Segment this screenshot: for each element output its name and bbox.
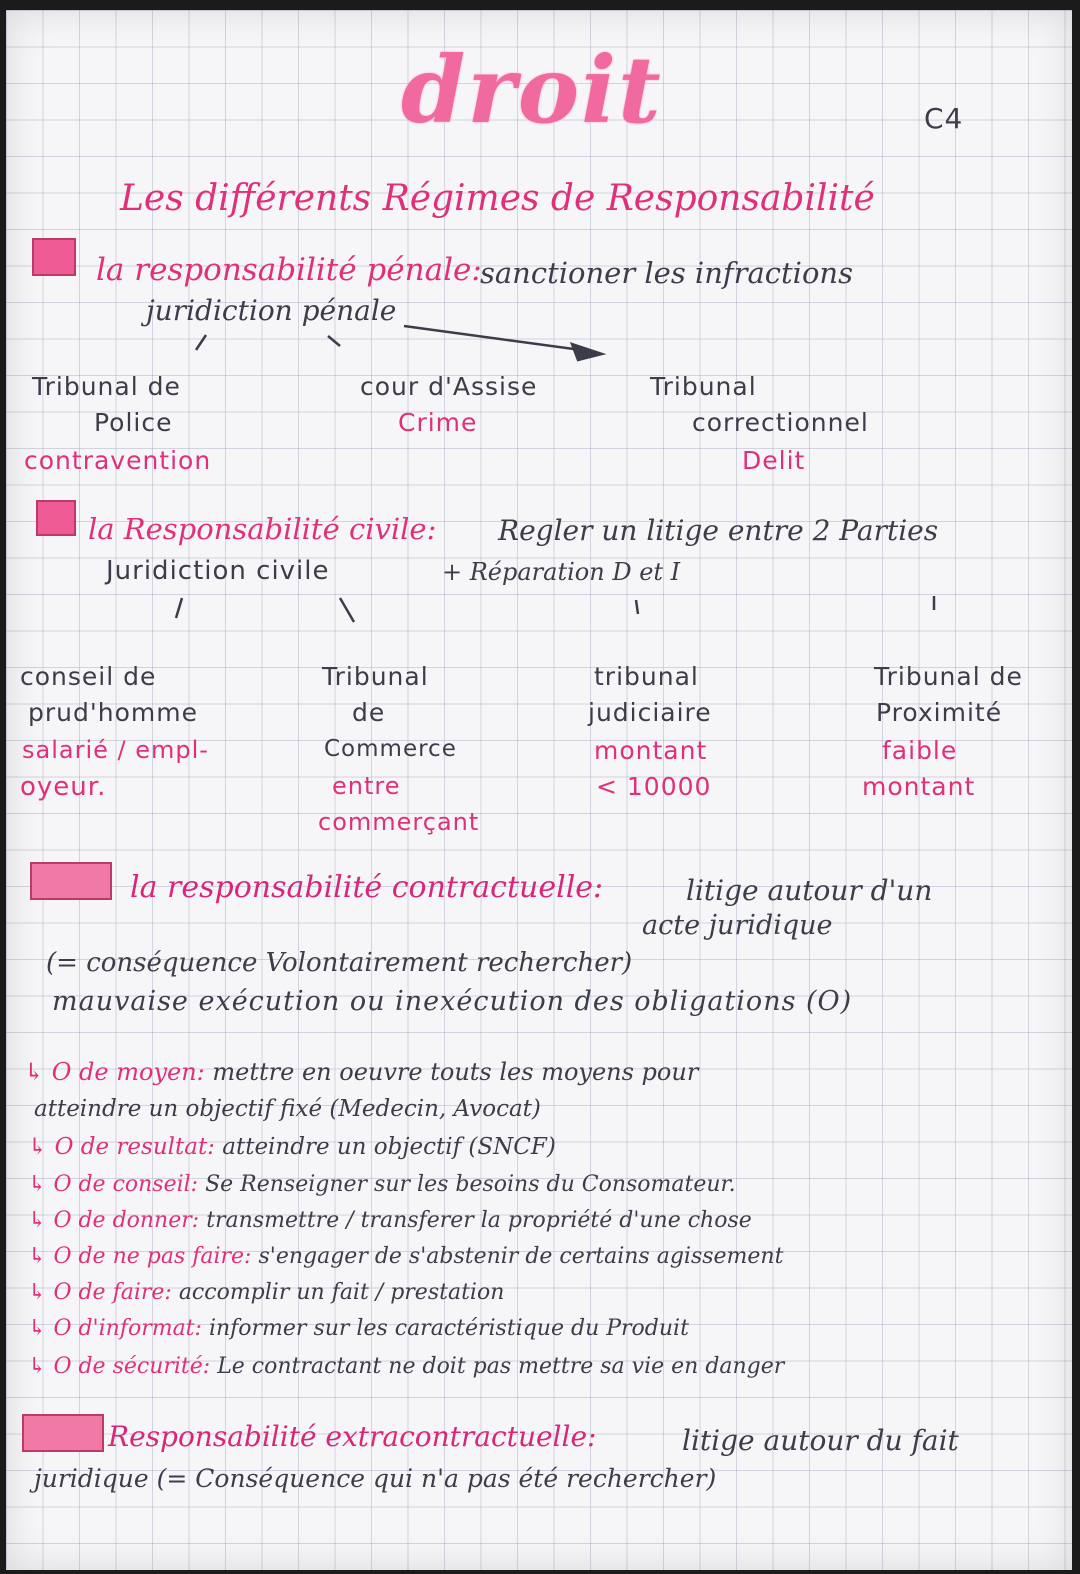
arrow-bullet-icon: ↳: [28, 1244, 47, 1269]
obligation-text: mettre en oeuvre touts les moyens pour: [212, 1058, 699, 1086]
desc-extracontractuelle-l2: juridique (= Conséquence qui n'a pas été rechercher): [34, 1464, 717, 1493]
arrow-prudhomme: [176, 598, 182, 618]
heading-contractuelle: la responsabilité contractuelle:: [130, 870, 604, 905]
juridiction-civile: Juridiction civile: [106, 556, 330, 586]
court-correctionnel-note: Delit: [742, 446, 806, 475]
arrow-bullet-icon: ↳: [28, 1280, 47, 1305]
obligation-text: s'engager de s'abstenir de certains agissement: [258, 1244, 784, 1269]
court-judiciaire-note1: montant: [594, 736, 708, 765]
chapter-label: C4: [924, 102, 964, 135]
page-title: droit: [401, 36, 663, 144]
section-marker-civile: [36, 500, 76, 536]
obligation-item: [28, 1244, 783, 1269]
obligation-item: [28, 1208, 752, 1233]
court-prudhomme-line1: conseil de: [20, 662, 157, 691]
arrow-bullet-icon: ↳: [28, 1172, 47, 1197]
court-prudhomme-note2: oyeur.: [20, 772, 107, 802]
obligation-label: O de resultat:: [54, 1134, 215, 1160]
obligation-item: [28, 1172, 736, 1197]
obligation-text: accomplir un fait / prestation: [178, 1280, 505, 1305]
arrowhead-correctionnel: [572, 344, 602, 360]
arrow-bullet-icon: ↳: [28, 1354, 47, 1379]
obligation-text: transmettre / transferer la propriété d'une chose: [206, 1208, 752, 1233]
contractuelle-note: (= conséquence Volontairement rechercher): [46, 948, 633, 978]
desc-contractuelle-l2: acte juridique: [642, 910, 833, 941]
desc-contractuelle-l1: litige autour d'un: [686, 874, 933, 907]
court-prudhomme-note1: salarié / empl-: [22, 736, 209, 764]
arrow-police: [196, 335, 206, 350]
court-prudhomme-line2: prud'homme: [28, 698, 198, 727]
court-correctionnel-line1: Tribunal: [650, 372, 757, 401]
obligation-item: [28, 1316, 689, 1341]
section-marker-contractuelle: [30, 862, 112, 900]
desc-civile: Regler un litige entre 2 Parties: [498, 514, 939, 547]
court-police-line1: Tribunal de: [32, 372, 181, 401]
obligation-item: [28, 1280, 504, 1305]
obligation-label: O de faire:: [53, 1280, 172, 1305]
civile-arrows: [176, 596, 934, 622]
obligation-label: O de conseil:: [53, 1172, 199, 1197]
arrow-bullet-icon: ↳: [28, 1208, 47, 1233]
obligation-text: informer sur les caractéristique du Produit: [208, 1316, 689, 1341]
page-subtitle: Les différents Régimes de Responsabilité: [120, 178, 875, 219]
contractuelle-definition: mauvaise exécution ou inexécution des obligations (O): [52, 986, 853, 1017]
obligation-label: O de sécurité:: [53, 1354, 211, 1379]
civile-extra: + Réparation D et I: [442, 558, 681, 586]
section-marker-extracontractuelle: [22, 1414, 104, 1452]
obligation-continuation: atteindre un objectif fixé (Medecin, Avocat): [34, 1096, 541, 1122]
obligation-item: [24, 1058, 698, 1086]
penale-arrows: [196, 326, 602, 360]
court-judiciaire-line1: tribunal: [594, 662, 699, 691]
court-commerce-note2: commerçant: [318, 808, 480, 836]
court-commerce-note1: entre: [332, 772, 401, 800]
court-assise-line1: cour d'Assise: [360, 372, 538, 401]
court-commerce-line3: Commerce: [324, 736, 457, 762]
juridiction-penale: juridiction pénale: [146, 294, 397, 327]
arrow-commerce: [340, 598, 354, 622]
court-police-line2: Police: [94, 408, 173, 437]
court-correctionnel-line2: correctionnel: [692, 408, 869, 437]
obligation-label: O d'informat:: [53, 1316, 202, 1341]
arrow-assise: [328, 336, 340, 346]
court-judiciaire-note2: < 10000: [596, 772, 712, 801]
obligation-item: [28, 1134, 556, 1160]
court-proximite-line2: Proximité: [876, 698, 1003, 727]
obligation-label: O de ne pas faire:: [53, 1244, 252, 1269]
arrow-bullet-icon: ↳: [24, 1058, 45, 1086]
desc-extracontractuelle-l1: litige autour du fait: [682, 1424, 959, 1457]
obligation-text: Le contractant ne doit pas mettre sa vie en danger: [217, 1354, 785, 1379]
arrow-judiciaire: [636, 600, 638, 614]
desc-penale: sanctioner les infractions: [480, 256, 853, 290]
arrow-bullet-icon: ↳: [28, 1134, 48, 1160]
heading-extracontractuelle: Responsabilité extracontractuelle:: [108, 1420, 597, 1453]
court-police-note: contravention: [24, 446, 212, 475]
heading-civile: la Responsabilité civile:: [88, 512, 437, 546]
heading-penale: la responsabilité pénale:: [96, 252, 482, 288]
obligation-text: atteindre un objectif (SNCF): [222, 1134, 556, 1160]
court-commerce-line1: Tribunal: [322, 662, 429, 691]
obligation-label: O de moyen:: [51, 1058, 205, 1086]
arrow-bullet-icon: ↳: [28, 1316, 47, 1341]
court-proximite-note2: montant: [862, 772, 976, 801]
court-proximite-note1: faible: [882, 736, 958, 765]
notebook-page: [6, 10, 1072, 1570]
court-assise-note: Crime: [398, 408, 478, 437]
obligation-item: [28, 1354, 784, 1379]
obligation-label: O de donner:: [53, 1208, 200, 1233]
court-proximite-line1: Tribunal de: [874, 662, 1023, 691]
court-judiciaire-line2: judiciaire: [588, 698, 712, 727]
arrow-correctionnel: [404, 326, 596, 352]
obligation-text: Se Renseigner sur les besoins du Consomateur.: [205, 1172, 736, 1197]
court-commerce-line2: de: [352, 698, 386, 727]
